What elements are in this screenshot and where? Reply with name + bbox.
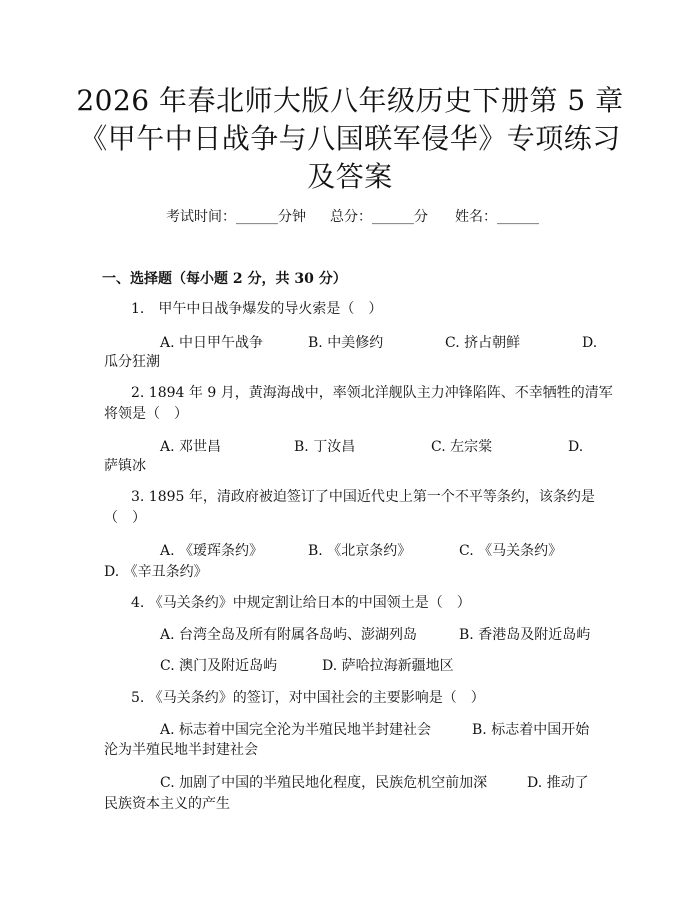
question-2-stem-line-2: 将领是（ ） <box>104 406 188 422</box>
q3-option-b: B. 《北京条约》 <box>308 543 412 559</box>
title-line-1: 2026 年春北师大版八年级历史下册第 5 章 <box>76 84 624 117</box>
student-name-field: 姓名：______ <box>455 209 539 225</box>
question-3-stem-line-2: （ ） <box>104 510 146 526</box>
q3-option-c: C. 《马关条约》 <box>459 543 563 559</box>
q5-option-b: B. 标志着中国开始 <box>472 722 590 738</box>
q1-option-b: B. 中美修约 <box>308 335 384 351</box>
question-1-stem: 1. 甲午中日战争爆发的导火索是（ ） <box>131 301 383 317</box>
question-4-stem: 4. 《马关条约》中规定割让给日本的中国领土是（ ） <box>131 595 471 611</box>
q1-option-d-wrap: 瓜分狂潮 <box>104 354 160 370</box>
page-title <box>60 82 640 196</box>
q2-option-c: C. 左宗棠 <box>431 439 493 455</box>
exam-time-field: 考试时间：______分钟 <box>166 209 306 225</box>
q1-option-a: A. 中日甲午战争 <box>160 335 264 351</box>
question-3-stem-line-1: 3. 1895 年，清政府被迫签订了中国近代史上第一个不平等条约，该条约是 <box>131 489 595 505</box>
question-2-stem-line-1: 2. 1894 年 9 月，黄海海战中，率领北洋舰队主力冲锋陷阵、不幸牺牲的清军 <box>131 385 613 401</box>
q4-option-b: B. 香港岛及附近岛屿 <box>459 627 591 643</box>
q4-option-d: D. 萨哈拉海新疆地区 <box>322 658 454 674</box>
q4-option-c: C. 澳门及附近岛屿 <box>160 658 278 674</box>
q5-option-d: D. 推动了 <box>527 775 589 791</box>
question-5-stem: 5. 《马关条约》的签订，对中国社会的主要影响是（ ） <box>131 690 485 706</box>
q5-option-d-wrap: 民族资本主义的产生 <box>104 796 230 812</box>
q5-option-c: C. 加剧了中国的半殖民地化程度，民族危机空前加深 <box>160 775 488 791</box>
section-heading: 一、选择题（每小题 2 分，共 30 分） <box>102 271 347 287</box>
q3-option-a: A. 《瑷珲条约》 <box>160 543 264 559</box>
title-line-2: 《甲午中日战争与八国联军侵华》专项练习 <box>79 122 621 155</box>
q2-option-b: B. 丁汝昌 <box>294 439 356 455</box>
q2-option-d-wrap: 萨镇冰 <box>104 458 146 474</box>
q2-option-d: D. <box>568 439 584 455</box>
q1-option-c: C. 挤占朝鲜 <box>445 335 521 351</box>
title-line-3: 及答案 <box>307 160 393 193</box>
total-score-field: 总分：______分 <box>330 209 428 225</box>
q4-option-a: A. 台湾全岛及所有附属各岛屿、澎湖列岛 <box>160 627 418 643</box>
q1-option-d: D. <box>582 335 598 351</box>
q5-option-a: A. 标志着中国完全沦为半殖民地半封建社会 <box>160 722 432 738</box>
q2-option-a: A. 邓世昌 <box>160 439 222 455</box>
q5-option-b-wrap: 沦为半殖民地半封建社会 <box>104 742 258 758</box>
q3-option-d: D. 《辛丑条约》 <box>104 564 208 580</box>
